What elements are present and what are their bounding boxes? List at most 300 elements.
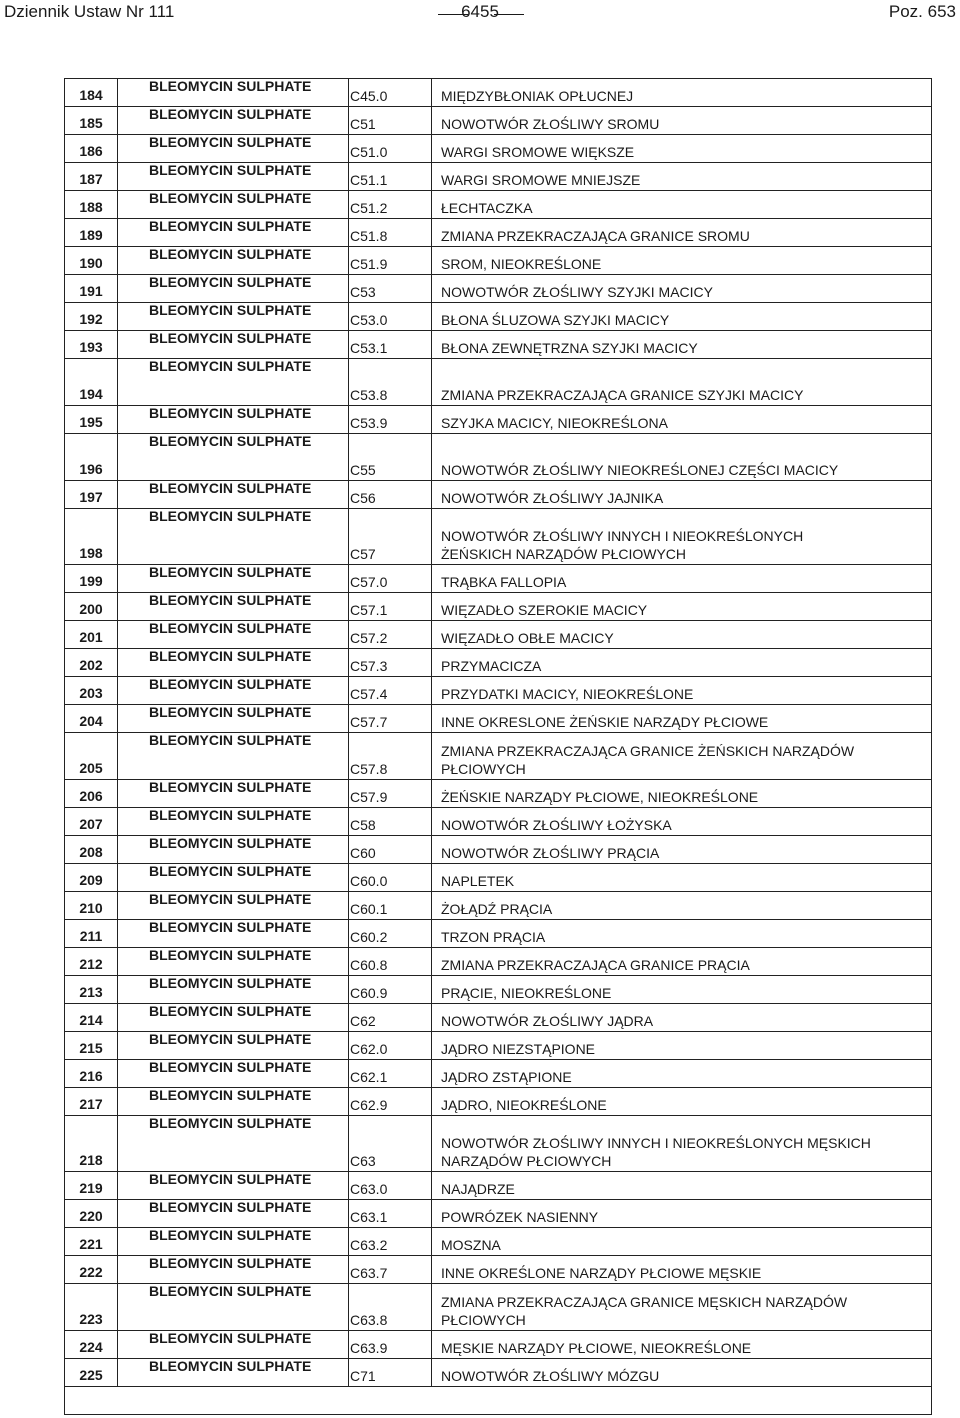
table-row [65,593,931,621]
icd-code: C56 [350,490,376,506]
icd-code: C60.1 [350,901,388,917]
column-divider [117,163,118,190]
icd-code: C63.9 [350,1340,388,1356]
diagnosis-description [441,956,750,974]
icd-code: C62 [350,1013,376,1029]
diagnosis-description [441,1236,501,1254]
diagnosis-description [441,900,552,918]
description-line: ŻOŁĄDŹ PRĄCIA [441,901,553,917]
icd-code: C63.1 [350,1209,388,1225]
row-number: 211 [79,928,103,944]
icd-code: C57.7 [350,714,388,730]
column-divider [117,892,118,919]
column-divider [431,948,432,975]
description-line: ZMIANA PRZEKRACZAJĄCA GRANICE SROMU [441,228,750,244]
column-divider [431,191,432,218]
journal-title: Dziennik Ustaw Nr 111 [4,2,175,21]
diagnosis-description [441,629,614,647]
drug-name: BLEOMYCIN SULPHATE [149,1255,312,1271]
drug-name: BLEOMYCIN SULPHATE [149,78,312,94]
diagnosis-description [441,1134,871,1170]
description-line: WARGI SROMOWE WIĘKSZE [441,144,635,160]
column-divider [348,976,349,1003]
column-divider [117,836,118,863]
column-divider [431,163,432,190]
table-row [65,864,931,892]
icd-code: C62.9 [350,1097,388,1113]
diagnosis-description [441,227,750,245]
drug-name: BLEOMYCIN SULPHATE [149,891,312,907]
column-divider [348,948,349,975]
table-row [65,1060,931,1088]
description-line: BŁONA ŚLUZOWA SZYJKI MACICY [441,312,670,328]
column-divider [117,481,118,508]
diagnosis-description [441,255,601,273]
column-divider [117,79,118,106]
description-line: NOWOTWÓR ZŁOŚLIWY JĄDRA [441,1013,654,1029]
column-divider [431,303,432,330]
row-number: 224 [79,1339,103,1355]
description-line: WIĘZADŁO SZEROKIE MACICY [441,602,648,618]
column-divider [431,677,432,704]
column-divider [117,1284,118,1330]
column-divider [348,1359,349,1386]
column-divider [348,892,349,919]
column-divider [431,1200,432,1227]
row-number: 196 [79,461,103,477]
icd-code: C57.2 [350,630,388,646]
table-row [65,808,931,836]
drug-name: BLEOMYCIN SULPHATE [149,863,312,879]
table-row [65,191,931,219]
column-divider [348,1032,349,1059]
description-line: NOWOTWÓR ZŁOŚLIWY INNYCH I NIEOKREŚLONYCH MĘSKICH [441,1135,871,1151]
table-row [65,1004,931,1032]
description-line: NOWOTWÓR ZŁOŚLIWY INNYCH I NIEOKREŚLONYCH [441,528,804,544]
column-divider [117,1032,118,1059]
drug-name: BLEOMYCIN SULPHATE [149,1283,312,1299]
description-line: POWRÓZEK NASIENNY [441,1209,599,1225]
row-number: 221 [79,1236,103,1252]
description-line: NOWOTWÓR ZŁOŚLIWY JAJNIKA [441,490,664,506]
table-row [65,247,931,275]
column-divider [431,836,432,863]
column-divider [117,733,118,779]
column-divider [348,191,349,218]
diagnosis-description [441,928,545,946]
icd-code: C60.2 [350,929,388,945]
table-row [65,107,931,135]
drug-name: BLEOMYCIN SULPHATE [149,1003,312,1019]
description-line: MOSZNA [441,1237,501,1253]
table-row [65,1284,931,1331]
row-number: 200 [79,601,103,617]
drug-indication-table [64,78,932,1415]
table-row [65,481,931,509]
row-number: 197 [79,489,103,505]
icd-code: C62.0 [350,1041,388,1057]
column-divider [117,593,118,620]
description-line: ŻEŃSKICH NARZĄDÓW PŁCIOWYCH [441,546,687,562]
column-divider [348,163,349,190]
column-divider [348,1284,349,1330]
table-row [65,406,931,434]
diagnosis-description [441,1208,598,1226]
drug-name: BLEOMYCIN SULPHATE [149,732,312,748]
column-divider [348,864,349,891]
table-row [65,1228,931,1256]
diagnosis-description [441,788,758,806]
column-divider [348,733,349,779]
diagnosis-description [441,984,611,1002]
row-number: 208 [79,844,103,860]
column-divider [348,565,349,592]
column-divider [117,1359,118,1386]
diagnosis-description [441,1293,847,1329]
table-row [65,434,931,481]
column-divider [348,1060,349,1087]
column-divider [431,593,432,620]
column-divider [117,920,118,947]
diagnosis-description [441,171,640,189]
icd-code: C51 [350,116,376,132]
diagnosis-description [441,489,663,507]
column-divider [431,406,432,433]
table-row [65,565,931,593]
column-divider [348,1228,349,1255]
column-divider [431,920,432,947]
description-line: PRZYMACICZA [441,658,542,674]
page-number-rule-left [438,14,468,15]
icd-code: C57 [350,546,376,562]
icd-code: C57.8 [350,761,388,777]
column-divider [431,705,432,732]
drug-name: BLEOMYCIN SULPHATE [149,676,312,692]
table-row [65,219,931,247]
description-line: SROM, NIEOKREŚLONE [441,256,602,272]
column-divider [348,649,349,676]
column-divider [431,107,432,134]
row-number: 217 [79,1096,103,1112]
table-row [65,780,931,808]
drug-name: BLEOMYCIN SULPHATE [149,1115,312,1131]
description-line: ZMIANA PRZEKRACZAJĄCA GRANICE SZYJKI MACICY [441,387,804,403]
diagnosis-description [441,872,514,890]
column-divider [431,892,432,919]
row-number: 190 [79,255,103,271]
drug-name: BLEOMYCIN SULPHATE [149,1358,312,1374]
drug-name: BLEOMYCIN SULPHATE [149,1031,312,1047]
column-divider [431,780,432,807]
column-divider [431,1284,432,1330]
column-divider [348,1200,349,1227]
column-divider [117,705,118,732]
column-divider [348,1004,349,1031]
row-number: 216 [79,1068,103,1084]
column-divider [117,1060,118,1087]
position-label: Poz. 653 [888,2,956,21]
diagnosis-description [441,283,713,301]
column-divider [348,1172,349,1199]
row-number: 186 [79,143,103,159]
column-divider [431,864,432,891]
column-divider [431,219,432,246]
row-number: 225 [79,1367,103,1383]
description-line: ŁECHTACZKA [441,200,533,216]
drug-name: BLEOMYCIN SULPHATE [149,190,312,206]
table-row [65,920,931,948]
column-divider [117,808,118,835]
column-divider [431,976,432,1003]
icd-code: C60 [350,845,376,861]
column-divider [348,593,349,620]
column-divider [117,434,118,480]
drug-name: BLEOMYCIN SULPHATE [149,302,312,318]
column-divider [117,864,118,891]
row-number: 201 [79,629,103,645]
column-divider [117,303,118,330]
column-divider [431,565,432,592]
row-number: 193 [79,339,103,355]
row-number: 192 [79,311,103,327]
table-row [65,1116,931,1172]
icd-code: C60.0 [350,873,388,889]
row-number: 219 [79,1180,103,1196]
table-row [65,509,931,565]
drug-name: BLEOMYCIN SULPHATE [149,1171,312,1187]
column-divider [117,976,118,1003]
drug-name: BLEOMYCIN SULPHATE [149,330,312,346]
drug-name: BLEOMYCIN SULPHATE [149,508,312,524]
row-number: 223 [79,1311,103,1327]
column-divider [348,359,349,405]
description-line: JĄDRO ZSTĄPIONE [441,1069,572,1085]
column-divider [117,406,118,433]
column-divider [431,1228,432,1255]
description-line: MĘSKIE NARZĄDY PŁCIOWE, NIEOKREŚLONE [441,1340,752,1356]
description-line: NOWOTWÓR ZŁOŚLIWY MÓZGU [441,1368,660,1384]
column-divider [348,247,349,274]
column-divider [431,1088,432,1115]
diagnosis-description [441,1264,761,1282]
table-row [65,1331,931,1359]
diagnosis-description [441,657,541,675]
column-divider [431,1060,432,1087]
column-divider [348,705,349,732]
column-divider [431,434,432,480]
table-row [65,1172,931,1200]
column-divider [348,1331,349,1358]
column-divider [117,1004,118,1031]
column-divider [431,275,432,302]
column-divider [431,1331,432,1358]
row-number: 195 [79,414,103,430]
description-line: MIĘDZYBŁONIAK OPŁUCNEJ [441,88,634,104]
column-divider [348,509,349,564]
row-number: 214 [79,1012,103,1028]
drug-name: BLEOMYCIN SULPHATE [149,1330,312,1346]
column-divider [431,79,432,106]
drug-name: BLEOMYCIN SULPHATE [149,1059,312,1075]
table-row [65,275,931,303]
icd-code: C51.1 [350,172,388,188]
description-line: NOWOTWÓR ZŁOŚLIWY PRĄCIA [441,845,660,861]
icd-code: C51.9 [350,256,388,272]
column-divider [431,621,432,648]
drug-name: BLEOMYCIN SULPHATE [149,1199,312,1215]
column-divider [117,191,118,218]
icd-code: C63 [350,1153,376,1169]
description-line: PRZYDATKI MACICY, NIEOKREŚLONE [441,686,694,702]
row-number: 220 [79,1208,103,1224]
icd-code: C58 [350,817,376,833]
column-divider [348,1088,349,1115]
diagnosis-description [441,601,647,619]
drug-name: BLEOMYCIN SULPHATE [149,704,312,720]
table-row [65,359,931,406]
drug-name: BLEOMYCIN SULPHATE [149,564,312,580]
column-divider [117,649,118,676]
row-number: 189 [79,227,103,243]
column-divider [348,303,349,330]
column-divider [117,621,118,648]
row-number: 210 [79,900,103,916]
row-number: 185 [79,115,103,131]
row-number: 207 [79,816,103,832]
icd-code: C53.9 [350,415,388,431]
table-row [65,948,931,976]
drug-name: BLEOMYCIN SULPHATE [149,358,312,374]
column-divider [117,135,118,162]
row-number: 184 [79,87,103,103]
row-number: 191 [79,283,103,299]
table-row [65,621,931,649]
drug-name: BLEOMYCIN SULPHATE [149,919,312,935]
column-divider [348,107,349,134]
description-line: NAPLETEK [441,873,515,889]
drug-name: BLEOMYCIN SULPHATE [149,1227,312,1243]
icd-code: C53.8 [350,387,388,403]
column-divider [117,509,118,564]
column-divider [117,677,118,704]
diagnosis-description [441,143,634,161]
diagnosis-description [441,816,672,834]
drug-name: BLEOMYCIN SULPHATE [149,162,312,178]
column-divider [117,247,118,274]
description-line: ŻEŃSKIE NARZĄDY PŁCIOWE, NIEOKREŚLONE [441,789,759,805]
column-divider [117,331,118,358]
description-line: NOWOTWÓR ZŁOŚLIWY SZYJKI MACICY [441,284,713,300]
description-line: TRZON PRĄCIA [441,929,546,945]
table-row [65,163,931,191]
icd-code: C51.8 [350,228,388,244]
table-row [65,331,931,359]
column-divider [431,649,432,676]
row-number: 198 [79,545,103,561]
column-divider [348,79,349,106]
description-line: WIĘZADŁO OBŁE MACICY [441,630,614,646]
row-number: 206 [79,788,103,804]
drug-name: BLEOMYCIN SULPHATE [149,246,312,262]
table-row [65,836,931,864]
column-divider [117,1172,118,1199]
table-row [65,1032,931,1060]
table-row [65,733,931,780]
column-divider [431,1172,432,1199]
column-divider [431,359,432,405]
description-line: PRĄCIE, NIEOKREŚLONE [441,985,612,1001]
icd-code: C63.7 [350,1265,388,1281]
description-line: NOWOTWÓR ZŁOŚLIWY ŁOŻYSKA [441,817,672,833]
diagnosis-description [441,199,533,217]
column-divider [117,359,118,405]
column-divider [117,1116,118,1171]
table-row [65,677,931,705]
description-line: ZMIANA PRZEKRACZAJĄCA GRANICE PRĄCIA [441,957,750,973]
icd-code: C57.9 [350,789,388,805]
description-line: NOWOTWÓR ZŁOŚLIWY NIEOKREŚLONEJ CZĘŚCI MACICY [441,462,839,478]
diagnosis-description [441,685,693,703]
diagnosis-description [441,461,838,479]
column-divider [431,135,432,162]
column-divider [348,135,349,162]
diagnosis-description [441,573,566,591]
icd-code: C55 [350,462,376,478]
column-divider [117,1256,118,1283]
description-line: INNE OKRESLONE ŻEŃSKIE NARZĄDY PŁCIOWE [441,714,769,730]
column-divider [348,406,349,433]
page-number: 6455 [461,2,499,21]
icd-code: C57.0 [350,574,388,590]
row-number: 215 [79,1040,103,1056]
icd-code: C51.0 [350,144,388,160]
drug-name: BLEOMYCIN SULPHATE [149,433,312,449]
column-divider [117,1200,118,1227]
icd-code: C57.4 [350,686,388,702]
icd-code: C63.2 [350,1237,388,1253]
drug-name: BLEOMYCIN SULPHATE [149,218,312,234]
diagnosis-description [441,527,803,563]
row-number: 202 [79,657,103,673]
icd-code: C53.0 [350,312,388,328]
column-divider [431,1032,432,1059]
page-number-rule-right [494,14,524,15]
column-divider [348,808,349,835]
page-header [0,0,960,44]
diagnosis-description [441,844,659,862]
column-divider [117,107,118,134]
diagnosis-description [441,1040,595,1058]
table-row [65,649,931,677]
description-line: SZYJKA MACICY, NIEOKREŚLONA [441,415,668,431]
diagnosis-description [441,1180,515,1198]
description-line: BŁONA ZEWNĘTRZNA SZYJKI MACICY [441,340,698,356]
row-number: 209 [79,872,103,888]
table-row [65,976,931,1004]
description-line: WARGI SROMOWE MNIEJSZE [441,172,641,188]
diagnosis-description [441,311,669,329]
description-line: JĄDRO NIEZSTĄPIONE [441,1041,596,1057]
description-line: TRĄBKA FALLOPIA [441,574,567,590]
column-divider [117,219,118,246]
column-divider [348,219,349,246]
column-divider [431,481,432,508]
drug-name: BLEOMYCIN SULPHATE [149,835,312,851]
drug-name: BLEOMYCIN SULPHATE [149,274,312,290]
column-divider [348,1116,349,1171]
table-row [65,705,931,733]
diagnosis-description [441,1367,659,1385]
